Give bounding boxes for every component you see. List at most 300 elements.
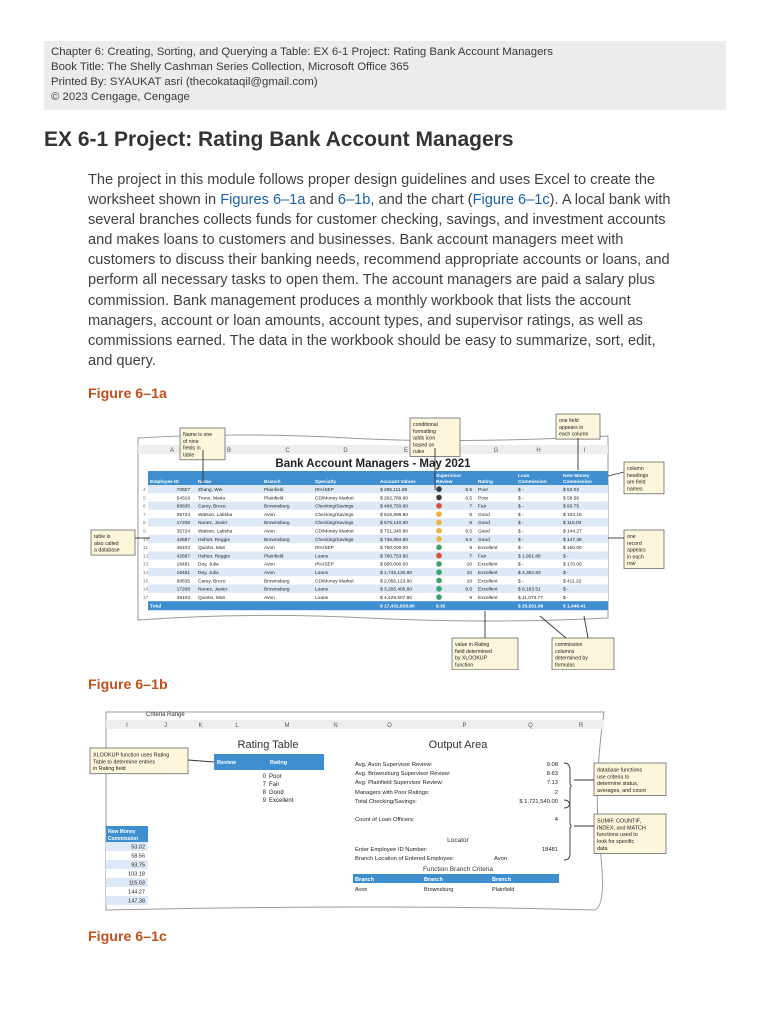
table-cell: 42687 — [176, 554, 190, 560]
total-cell: $ 1,446.41 — [563, 604, 586, 610]
rating-icon — [436, 561, 442, 567]
table-cell: $ - — [518, 537, 524, 543]
table-cell: $ 4,429,507.80 — [380, 595, 413, 601]
column-letter: G — [493, 448, 499, 454]
callout-xlookup-rating-table-text: in Rating field — [93, 766, 126, 773]
callout-xlookup-text: by XLOOKUP — [455, 655, 488, 662]
output-value: 8.63 — [546, 771, 558, 777]
table-cell: Good — [478, 512, 490, 518]
table-cell: 10 — [466, 562, 472, 568]
callout-one-record — [624, 530, 664, 569]
table-cell: Excellent — [478, 587, 498, 593]
table-cell: $ 575,140.80 — [380, 521, 409, 527]
output-area-title: Output Area — [428, 739, 488, 751]
table-cell: Brownsburg — [264, 521, 290, 527]
row-number: 11 — [143, 546, 148, 552]
row-number: 14 — [143, 571, 149, 576]
callout-sumif-countif — [594, 814, 666, 854]
table-cell: $ - — [518, 562, 524, 568]
rating-icon — [436, 569, 442, 575]
column-heading: Branch — [264, 480, 281, 485]
table-cell: 54319 — [176, 496, 190, 502]
table-cell: $ 1,901.88 — [518, 554, 541, 560]
row-number: 16 — [143, 587, 149, 593]
callout-commission — [552, 638, 614, 670]
column-heading: Specialty — [315, 480, 337, 485]
figure-6-1a-link[interactable]: Figures 6–1a — [220, 192, 306, 209]
table-cell: IRA/SEP — [315, 488, 334, 493]
locator-value: Avon — [494, 856, 508, 862]
table-cell: Carey, Bruce — [198, 504, 226, 510]
callout-sumif-countif-text: functions used to — [597, 832, 638, 839]
rating-table-review: 8 — [262, 790, 266, 796]
table-cell: Plainfield — [264, 496, 284, 502]
table-cell: 49103 — [176, 595, 190, 601]
figure-6-1c-link[interactable]: Figure 6–1c — [472, 192, 550, 209]
info-copyright: © 2023 Cengage, Cengage — [51, 91, 190, 104]
column-heading: Employee ID — [150, 480, 179, 485]
figure-6-1b-image — [88, 708, 674, 914]
callout-table-database-text: also called — [94, 540, 119, 547]
callout-one-record-text: one — [627, 534, 636, 541]
rating-table-review: 7 — [262, 782, 266, 788]
table-cell: $ 850,000.00 — [380, 562, 409, 568]
callout-sumif-countif-text: data — [597, 846, 608, 852]
table-cell: Fair — [478, 504, 487, 510]
callout-one-field — [556, 414, 600, 439]
table-cell: Avon — [264, 546, 275, 552]
new-money-value: 144.27 — [128, 889, 145, 896]
table-cell: $ 2,056,123.80 — [380, 579, 413, 585]
table-cell: Excellent — [478, 571, 498, 576]
table-cell: Excellent — [478, 595, 498, 601]
callout-xlookup-text: value in Rating — [455, 642, 490, 649]
callout-one-field-text: each column — [559, 431, 589, 438]
table-cell: 10 — [466, 571, 472, 576]
table-cell: $ 3,265,405.80 — [380, 587, 413, 593]
table-cell: $ 468,750.80 — [380, 504, 409, 510]
figure-6-1c-label: Figure 6–1c — [88, 929, 167, 945]
table-cell: $ - — [518, 579, 524, 585]
table-cell: $ 1,745,130.80 — [380, 571, 413, 576]
table-cell: $ 736,894.80 — [380, 537, 409, 543]
fbc-header: Branch — [492, 877, 511, 883]
column-heading: New Money — [563, 474, 590, 479]
callout-sumif-countif-text: SUMIF, COUNTIF, — [597, 818, 642, 825]
column-letter: I — [583, 448, 586, 454]
callout-cond-format-text: rules — [413, 449, 425, 455]
callout-one-record-text: record — [627, 540, 642, 547]
table-cell: Checking/Savings — [315, 512, 354, 518]
name-box-text: Criteria Range — [146, 712, 185, 718]
table-cell: $ 170.00 — [563, 562, 582, 568]
figure-6-1b-link[interactable]: 6–1b — [337, 192, 371, 209]
table-cell: 6.5 — [465, 488, 472, 493]
column-letter: J — [164, 723, 167, 729]
rating-icon — [436, 545, 442, 551]
locator-label: Enter Employee ID Number: — [355, 847, 428, 853]
table-cell: Avon — [264, 595, 275, 601]
callout-column-headings-text: are field — [627, 479, 646, 486]
locator-label: Branch Location of Entered Employee: — [355, 856, 455, 862]
rating-table-title: Rating Table — [237, 739, 299, 751]
sheet-title: Bank Account Managers - May 2021 — [275, 458, 471, 470]
table-cell: $ 760,753.80 — [380, 554, 409, 560]
callout-cond-format-text: based on — [413, 442, 435, 449]
table-cell: Carey, Bruce — [198, 579, 226, 585]
output-label: Count of Loan Officers: — [355, 817, 415, 823]
callout-name-field-text: of nine — [183, 438, 199, 445]
table-cell: Dey, Julia — [198, 571, 219, 576]
rating-icon — [436, 495, 442, 501]
table-cell: CD/Money Market — [315, 529, 354, 535]
column-heading: Name — [198, 480, 212, 485]
table-cell: Trono, Maria — [198, 496, 226, 502]
callout-table-database-text: table is — [94, 534, 111, 541]
table-cell: Avon — [264, 571, 275, 576]
table-cell: Dey, Julia — [198, 562, 219, 568]
table-cell: 70607 — [176, 488, 190, 493]
info-book-title: Book Title: The Shelly Cashman Series Collection, Microsoft Office 365 — [51, 61, 409, 74]
table-cell: Watson, Latisha — [198, 529, 233, 535]
total-cell: $ 17,432,838.60 — [380, 604, 415, 610]
table-cell: $ 292,789.80 — [380, 496, 409, 502]
output-value: 9.08 — [546, 762, 558, 768]
table-cell: 18481 — [176, 571, 190, 576]
rating-icon — [436, 520, 442, 526]
table-cell: $ 411.22 — [563, 579, 582, 585]
row-number: 10 — [143, 537, 149, 543]
table-cell: 17208 — [176, 587, 190, 593]
new-money-header-text: Commission — [108, 836, 139, 842]
row-number: 15 — [143, 579, 149, 585]
table-cell: 9.5 — [465, 587, 472, 593]
rating-table-header-rating: Rating — [270, 760, 288, 766]
total-cell: Total — [150, 604, 162, 610]
output-label: Avg. Avon Supervisor Review: — [355, 762, 433, 768]
table-cell: $ 11,073.77 — [518, 595, 543, 601]
column-heading: Supervisor — [436, 474, 462, 479]
callout-cond-format-text: adds icon — [413, 435, 436, 442]
table-cell: $ 721,340.80 — [380, 529, 409, 535]
new-money-value: 93.75 — [131, 862, 145, 869]
callout-commission-text: columns — [555, 648, 575, 655]
table-cell: Nunez, Javier — [198, 587, 228, 593]
column-letter: K — [198, 723, 203, 729]
table-cell: Excellent — [478, 562, 498, 568]
column-letter: N — [333, 723, 338, 729]
table-cell: Avon — [264, 529, 275, 535]
column-heading: Loan — [518, 474, 530, 479]
column-letter: D — [343, 448, 348, 454]
info-printed-by: Printed By: SYAUKAT asri (thecokataqil@gmail.com) — [51, 76, 318, 89]
table-cell: $ 4,362.83 — [518, 571, 541, 576]
table-cell: Loans — [315, 587, 329, 593]
new-money-value: 58.56 — [131, 853, 145, 860]
figure-6-1a-image — [88, 410, 678, 670]
table-cell: 42687 — [176, 537, 190, 543]
rating-table-review: 9 — [262, 798, 266, 804]
fbc-value: Brownsburg — [424, 887, 454, 893]
row-number: 8 — [143, 521, 146, 527]
table-cell: Zhang, Wei — [198, 488, 223, 493]
column-letter: P — [462, 723, 467, 729]
callout-database-functions-text: averages, and count — [597, 788, 646, 795]
new-money-value: 103.18 — [128, 871, 145, 878]
column-letter: I — [126, 723, 128, 729]
column-letter: M — [284, 723, 290, 729]
table-cell: Nunez, Javier — [198, 521, 228, 527]
figure-6-1b-label: Figure 6–1b — [88, 677, 168, 693]
table-cell: $ - — [518, 496, 524, 502]
table-cell: Loans — [315, 554, 329, 560]
table-cell: Loans — [315, 571, 329, 576]
callout-name-field — [180, 428, 225, 460]
table-cell: Excellent — [478, 579, 498, 585]
output-label: Avg. Brownsburg Supervisor Review: — [355, 771, 451, 777]
callout-xlookup — [452, 638, 518, 670]
table-cell: 9 — [469, 546, 472, 552]
total-cell: $ 25,501.99 — [518, 604, 544, 610]
table-cell: 6.5 — [465, 496, 472, 502]
table-cell: Checking/Savings — [315, 504, 354, 510]
callout-database-functions — [594, 763, 666, 796]
callout-name-field-text: table — [183, 452, 195, 459]
table-cell: $ - — [518, 546, 524, 552]
table-cell: $ 150.00 — [563, 546, 582, 552]
locator-value: 18481 — [541, 847, 558, 853]
figure-6-1b — [88, 708, 674, 914]
rating-icon — [436, 586, 442, 592]
table-cell: $ - — [563, 554, 569, 560]
callout-sumif-countif-text: look for specific — [597, 839, 635, 846]
callout-one-field-text: one field — [559, 418, 579, 425]
output-value: 2 — [554, 790, 558, 796]
callout-xlookup-rating-table — [90, 748, 188, 774]
table-cell: Checking/Savings — [315, 521, 354, 527]
rating-icon — [436, 511, 442, 517]
callout-sumif-countif-text: INDEX, and MATCH — [597, 825, 646, 832]
callout-cond-format-text: conditional — [413, 422, 438, 429]
figure-6-1a-label: Figure 6–1a — [88, 386, 167, 402]
callout-column-headings — [624, 462, 664, 494]
table-cell: 7 — [469, 504, 472, 510]
row-number: 9 — [143, 529, 146, 535]
column-letter: R — [578, 723, 584, 729]
callout-column-headings-text: headings — [627, 472, 649, 479]
rating-icon — [436, 578, 442, 584]
fbc-value: Avon — [355, 887, 368, 893]
column-letter: C — [285, 448, 290, 454]
table-cell: 8 — [469, 521, 472, 527]
column-heading: Commission — [518, 480, 547, 485]
callout-commission-text: determined by — [555, 655, 588, 662]
output-value: 4 — [554, 817, 558, 823]
callout-xlookup-text: function — [455, 662, 474, 669]
new-money-value: 115.03 — [128, 880, 145, 887]
total-cell: 8.35 — [436, 604, 446, 610]
table-cell: Loans — [315, 595, 329, 601]
callout-one-record-text: in each — [627, 554, 644, 561]
table-cell: Avon — [264, 562, 275, 568]
rating-table-rating: Fair — [269, 782, 280, 788]
rating-icon — [436, 528, 442, 534]
callout-xlookup-rating-table-text: Table to determine entries — [93, 759, 156, 766]
row-number: 6 — [143, 504, 146, 510]
table-cell: $ 265,111.80 — [380, 488, 408, 493]
callout-one-field-text: appears in — [559, 424, 584, 431]
table-cell: IRA/SEP — [315, 562, 334, 568]
table-cell: $ - — [518, 488, 524, 493]
table-cell: Brownsburg — [264, 504, 290, 510]
new-money-header-text: New Money — [108, 829, 136, 835]
callout-name-field-text: Name is one — [183, 432, 213, 439]
table-cell: Plainfield — [264, 554, 284, 560]
table-cell: Plainfield — [264, 488, 284, 493]
table-cell: 68835 — [176, 504, 190, 510]
table-cell: $ 103.18 — [563, 512, 582, 518]
table-cell: $ - — [518, 521, 524, 527]
callout-database-functions-text: use criteria to — [597, 774, 630, 781]
table-cell: Watson, Latisha — [198, 512, 233, 518]
row-number: 12 — [143, 554, 149, 560]
table-cell: Poor — [478, 488, 489, 493]
table-cell: $ 8,163.51 — [518, 587, 541, 593]
function-branch-criteria-title: Function Branch Criteria — [422, 866, 494, 873]
row-number: 4 — [143, 488, 146, 493]
intro-text-4: ). A local bank with several branches collects funds for customer checking, savings, and investment accounts and makes loans to customers and businesses. Bank account managers meet with customers to discuss their banking needs, recommend appropriate accounts or loans, and perform all necessary tasks to open them. The account managers are paid a salary plus commission. Bank management produces a monthly workbook that lists the account managers, account or loan amounts, account types, and supervisor ratings, as well as commissions earned. The data in the workbook should be easy to summarize, sort, edit, and query. — [88, 192, 671, 369]
callout-database-functions-text: database functions — [597, 767, 643, 774]
row-number: 7 — [143, 512, 146, 518]
column-letter: H — [536, 448, 541, 454]
table-cell: 8 — [469, 512, 472, 518]
table-cell: $ 750,000.00 — [380, 546, 409, 552]
callout-arrow — [608, 472, 624, 476]
table-cell: Excellent — [478, 546, 498, 552]
table-cell: $ 144.27 — [563, 529, 582, 535]
rating-icon — [436, 486, 442, 492]
table-cell: 35724 — [176, 512, 190, 518]
callout-one-record-text: appears — [627, 547, 646, 554]
row-number: 5 — [143, 496, 146, 502]
callout-column-headings-text: names — [627, 486, 643, 493]
table-cell: $ 93.75 — [563, 504, 580, 510]
column-heading: Account Values — [380, 480, 416, 485]
rating-icon — [436, 553, 442, 559]
column-letter: L — [235, 723, 239, 729]
info-chapter: Chapter 6: Creating, Sorting, and Querying a Table: EX 6-1 Project: Rating Bank Account Managers — [51, 46, 553, 58]
fbc-value: Plainfield — [492, 887, 515, 893]
table-cell: Quintin, Mari — [198, 595, 226, 601]
callout-name-field-text: fields in — [183, 445, 201, 452]
callout-xlookup-rating-table-text: XLOOKUP function uses Rating — [93, 752, 170, 759]
rating-table-review: 0 — [262, 774, 266, 780]
callout-table-database — [91, 530, 135, 555]
rating-table-rating: Good — [269, 790, 284, 796]
callout-xlookup-text: field determined — [455, 648, 492, 655]
table-cell: Brownsburg — [264, 579, 290, 585]
new-money-value: 147.38 — [128, 898, 145, 905]
intro-text-2: and — [305, 192, 338, 209]
figure-6-1a — [88, 410, 678, 670]
callout-commission-text: formulas — [555, 662, 575, 669]
table-cell: Brownsburg — [264, 537, 290, 543]
rating-icon — [436, 594, 442, 600]
table-cell: 9 — [469, 595, 472, 601]
table-cell: Hefner, Reggie — [198, 554, 230, 560]
rating-table-rating: Poor — [269, 774, 282, 780]
rating-table-rating: Excellent — [269, 798, 294, 804]
column-heading: Rating — [478, 480, 493, 485]
table-cell: 49103 — [176, 546, 190, 552]
output-label: Managers with Poor Ratings: — [355, 790, 430, 796]
table-cell: 17208 — [176, 521, 190, 527]
table-cell: 10 — [466, 579, 472, 585]
table-cell: Good — [478, 521, 490, 527]
table-cell: 8.5 — [465, 529, 472, 535]
table-cell: Checking/Savings — [315, 537, 354, 543]
column-letter: O — [387, 723, 392, 729]
table-cell: IRA/SEP — [315, 546, 334, 552]
rating-table-header-review: Review — [217, 760, 236, 766]
new-money-value: 53.02 — [131, 844, 145, 851]
fbc-header: Branch — [424, 877, 443, 883]
table-cell: Poor — [478, 496, 489, 502]
output-value: $ 1,721,540.00 — [519, 799, 558, 805]
page-title: EX 6-1 Project: Rating Bank Account Managers — [44, 128, 514, 151]
column-letter: A — [169, 448, 175, 454]
table-cell: 68835 — [176, 579, 190, 585]
callout-table-database-text: a database — [94, 547, 120, 554]
table-cell: $ 115.03 — [563, 521, 582, 527]
callout-one-record-text: row — [627, 561, 636, 567]
table-cell: Good — [478, 537, 490, 543]
table-cell: Good — [478, 529, 490, 535]
table-cell: Quintin, Mari — [198, 546, 226, 552]
intro-text-3: , and the chart ( — [370, 192, 473, 209]
fbc-header-row — [353, 874, 559, 883]
fbc-header: Branch — [355, 877, 374, 883]
table-cell: $ 515,896.80 — [380, 512, 409, 518]
table-cell: 7 — [469, 554, 472, 560]
table-cell: $ - — [518, 504, 524, 510]
table-cell: 35724 — [176, 529, 190, 535]
book-info-box — [44, 41, 726, 110]
table-cell: $ - — [518, 529, 524, 535]
table-cell: 18481 — [176, 562, 190, 568]
table-cell: $ - — [563, 595, 569, 601]
column-heading: Commission — [563, 480, 592, 485]
callout-column-headings-text: column — [627, 466, 644, 473]
table-cell: CD/Money Market — [315, 579, 354, 585]
intro-paragraph — [88, 170, 683, 371]
callout-commission-text: commission — [555, 642, 583, 649]
row-number: 17 — [143, 595, 149, 601]
table-cell: $ - — [518, 512, 524, 518]
intro-text-1: The project in this module follows proper design guidelines and uses Excel to create the worksheet shown in — [88, 172, 656, 209]
table-cell: $ 147.38 — [563, 537, 582, 543]
table-cell: 8.5 — [465, 537, 472, 543]
table-cell: $ 53.02 — [563, 488, 580, 493]
callout-database-functions-text: determine status, — [597, 781, 639, 788]
column-letter: E — [403, 448, 409, 454]
column-letter: B — [226, 448, 232, 454]
output-label: Total Checking/Savings: — [355, 799, 417, 805]
column-heading: Review — [436, 480, 453, 485]
rating-icon — [436, 536, 442, 542]
output-label: Avg. Plainfield Supervisor Review: — [355, 780, 444, 786]
table-cell: $ - — [563, 587, 569, 593]
